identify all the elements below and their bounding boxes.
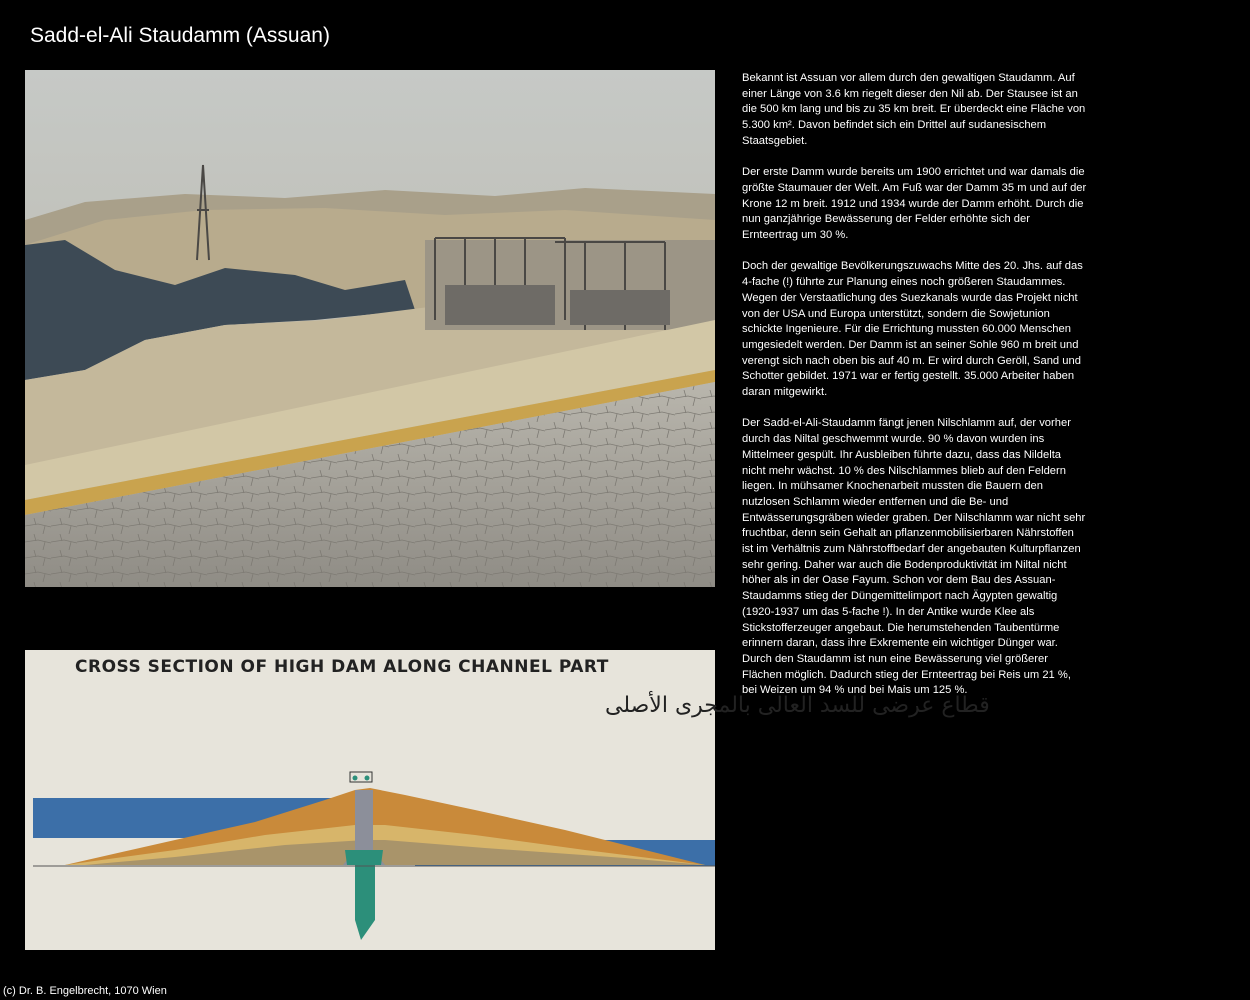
dam-photo bbox=[25, 70, 715, 587]
paragraph-first-dam: Der erste Damm wurde bereits um 1900 errichtet und war damals die größte Staumauer der Welt. Am Fuß war der Damm 35 m und auf der Krone 12 m breit. 1912 und 1934 wurde der Damm erhöht. Durch die nun ganzjährige Bewässerung der Felder erhöhte sich der Ernteertrag um 30 %. bbox=[742, 166, 1087, 242]
diagram-heading-arabic: قطاع عرضى للسد العالى بالمجرى الأصلى bbox=[605, 693, 990, 718]
diagram-heading: CROSS SECTION OF HIGH DAM ALONG CHANNEL PART bbox=[75, 657, 609, 677]
dam-photo-image bbox=[25, 70, 715, 587]
paragraph-intro: Bekannt ist Assuan vor allem durch den gewaltigen Staudamm. Auf einer Länge von 3.6 km riegelt dieser den Nil ab. Der Stausee ist an die 500 km lang und bis zu 35 km breit. Er überdeckt eine Fläche von 5.300 km². Davon befindet sich ein Drittel auf sudanesischem Staatsgebiet. bbox=[742, 72, 1086, 147]
page-title: Sadd-el-Ali Staudamm (Assuan) bbox=[30, 24, 330, 47]
article-text bbox=[742, 71, 1087, 715]
cross-section-diagram bbox=[25, 650, 990, 950]
cross-section-image bbox=[25, 650, 990, 950]
paragraph-high-dam: Doch der gewaltige Bevölkerungszuwachs Mitte des 20. Jhs. auf das 4-fache (!) führte zur Planung eines noch größeren Staudammes. Wegen der Verstaatlichung des Suezkanals wurde das Projekt nicht von der USA und Europa unterstützt, sondern die Sowjetunion schickte Ingenieure. Für die Errichtung mussten 60.000 Menschen umgesiedelt werden. Der Damm ist an seiner Sohle 960 m breit und verengt sich nach oben bis auf 40 m. Er wird durch Geröll, Sand und Schotter gebildet. 1971 war er fertig gestellt. 35.000 Arbeiter haben daran mitgewirkt. bbox=[742, 260, 1083, 399]
paragraph-nile-silt: Der Sadd-el-Ali-Staudamm fängt jenen Nilschlamm auf, der vorher durch das Niltal geschwemmt wurde. 90 % davon wurden ins Mittelmeer gespült. Ihr Ausbleiben führte dazu, dass das Nildelta nicht mehr wächst. 10 % des Nilschlammes blieb auf den Feldern liegen. In mühsamer Knochenarbeit mussten die Bauern den nutzlosen Schlamm wieder entfernen und die Be- und Entwässerungsgräben wieder graben. Der Nilschlamm war nicht sehr fruchtbar, denn sein Gehalt an pflanzenmobilisierbaren Nährstoffen ist im Verhältnis zum Nährstoffbedarf der angebauten Kulturpflanzen sehr gering. Daher war auch die Bodenproduktivität im Niltal nicht höher als in der Oase Fayum. Schon vor dem Bau des Assuan-Staudamms stieg der Düngemittelimport nach Ägypten gewaltig (1920-1937 um das 5-fache !). In der Antike wurde Klee als Stickstofferzeuger angebaut. Die herumstehenden Taubentürme erinnern daran, dass ihre Exkremente ein wichtiger Dünger war. Durch den Staudamm ist nun eine Bewässerung viel größerer Flächen möglich. Dadurch stieg der Ernteertrag bei Reis um 21 %, bei Weizen um 94 % und bei Mais um 125 %. bbox=[742, 417, 1086, 697]
copyright-notice: (c) Dr. B. Engelbrecht, 1070 Wien bbox=[3, 985, 167, 997]
